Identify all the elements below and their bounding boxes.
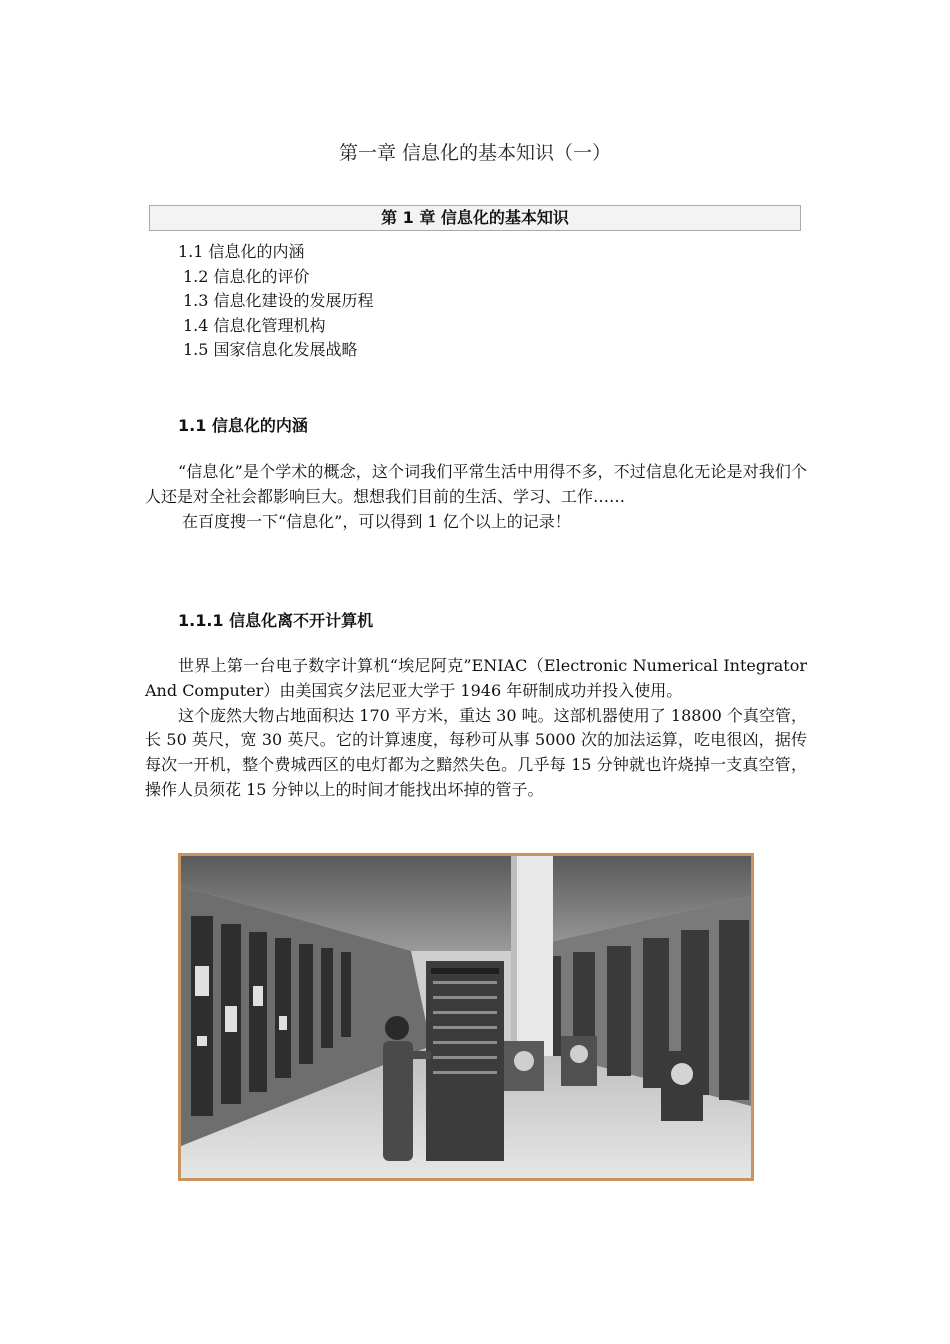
paragraph: 这个庞然大物占地面积达 170 平方米，重达 30 吨。这部机器使用了 18800 个真空管，长 50 英尺，宽 30 英尺。它的计算速度，每秒可从事 5000 次的加法运算，吃电很凶，据传每次一开机，整个费城西区的电灯都为之黯然失色。几乎每 15 分钟就也许烧掉一支真空管，操作人员须花 15 分钟以上的时间才能找出坏掉的管子。	[145, 705, 807, 799]
paragraph: “信息化”是个学术的概念，这个词我们平常生活中用得不多，不过信息化无论是对我们个人还是对全社会都影响巨大。想想我们目前的生活、学习、工作……	[145, 462, 807, 506]
table-of-contents	[178, 240, 374, 363]
chapter-title-box: 第 1 章 信息化的基本知识	[149, 205, 801, 231]
eniac-photo-image	[181, 856, 751, 1178]
paragraph: 世界上第一台电子数字计算机“埃尼阿克”ENIAC（Electronic Numerical Integrator And Computer）由美国宾夕法尼亚大学于 1946 年研制成功并投入使用。	[145, 656, 807, 700]
page-title: 第一章 信息化的基本知识（一）	[338, 142, 612, 164]
toc-item[interactable]: 1.1 信息化的内涵	[178, 242, 305, 261]
section-1-1-body	[145, 460, 807, 534]
toc-item[interactable]: 1.4 信息化管理机构	[183, 315, 326, 335]
toc-item[interactable]: 1.2 信息化的评价	[183, 266, 310, 286]
eniac-photo	[178, 853, 754, 1181]
toc-item[interactable]: 1.5 国家信息化发展战略	[183, 340, 358, 360]
section-heading-1-1-1: 1.1.1 信息化离不开计算机	[178, 611, 374, 630]
section-heading-1-1: 1.1 信息化的内涵	[178, 416, 308, 435]
paragraph: 在百度搜一下“信息化”，可以得到 1 亿个以上的记录！	[182, 511, 571, 531]
section-1-1-1-body	[145, 654, 807, 803]
toc-item[interactable]: 1.3 信息化建设的发展历程	[183, 291, 374, 311]
